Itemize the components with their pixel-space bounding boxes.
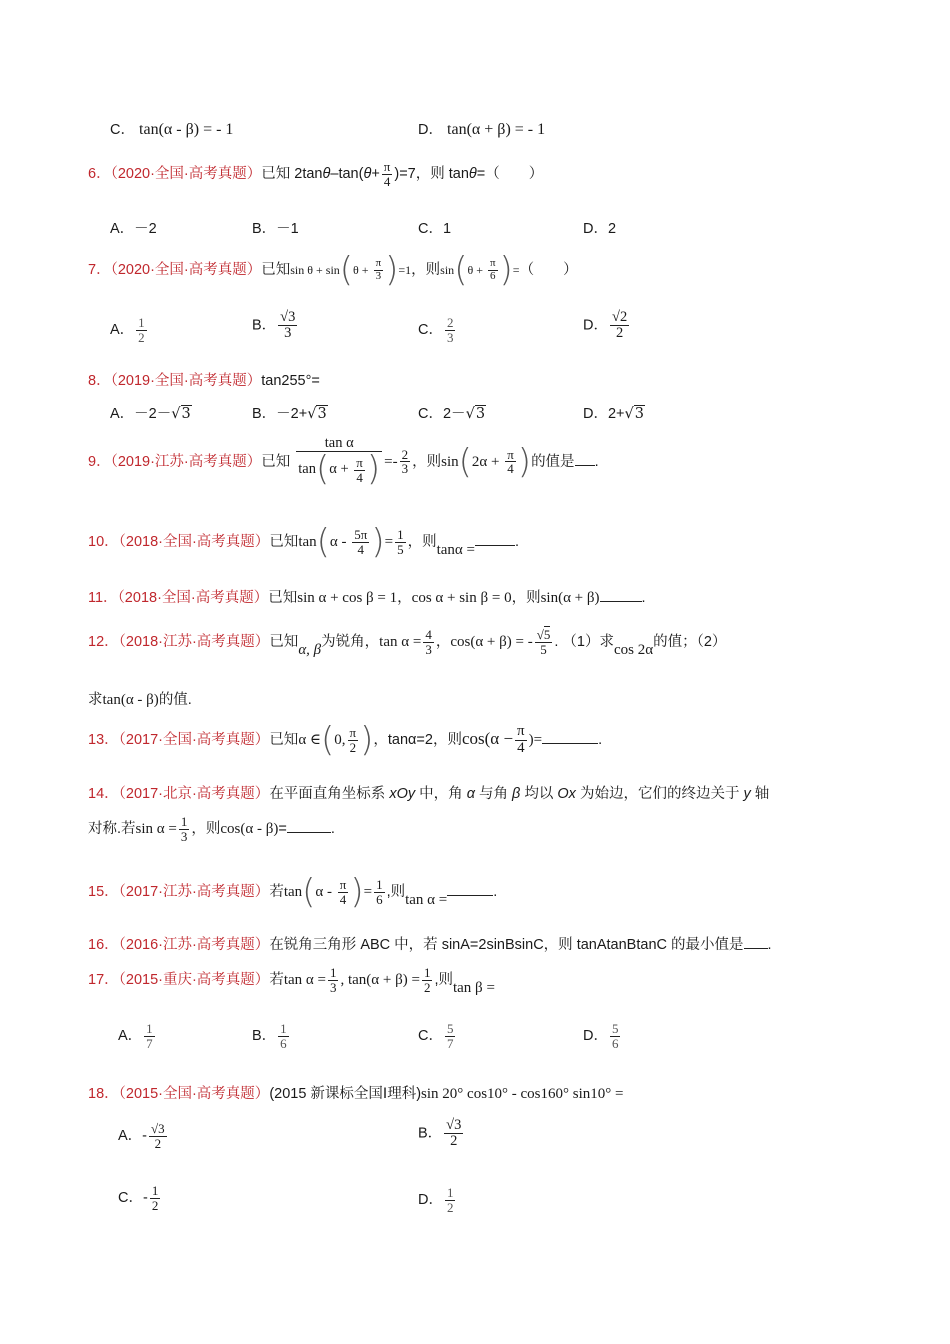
question-source: （2018·全国·高考真题）: [118, 533, 270, 550]
stem-text: ，则: [412, 453, 442, 470]
stem-text: 若: [269, 971, 284, 988]
q8-option-a[interactable]: A．－2－√3: [110, 406, 191, 422]
var: α: [466, 786, 475, 802]
question-14-line2: [88, 815, 335, 843]
option-label: C．: [110, 122, 135, 138]
math-expr: sin: [441, 453, 459, 470]
stem-text: )=7，则 tan: [394, 165, 469, 182]
answer-blank[interactable]: [447, 895, 493, 896]
math-expr: =: [363, 883, 373, 900]
option-d-prev: [418, 118, 545, 139]
stem-text: ，则: [191, 820, 221, 837]
answer-blank[interactable]: [600, 601, 642, 602]
q8-option-d[interactable]: D．2+√3: [583, 406, 645, 422]
fraction: $\frac{1}{5}$: [397, 526, 404, 557]
question-number: 18．: [88, 1086, 119, 1102]
paren: ): [360, 720, 374, 760]
stem-text: （ ）: [519, 261, 578, 278]
stem-text: .: [330, 820, 335, 837]
math-expr: =1: [398, 262, 412, 277]
stem-text: .: [598, 731, 603, 748]
var: θ: [322, 165, 331, 182]
math-expr: α ∈: [298, 731, 322, 748]
question-number: 16．: [88, 937, 119, 953]
math-expr: tan α =: [405, 891, 448, 908]
question-12: [88, 628, 726, 656]
q6-option-d[interactable]: D．2: [583, 221, 617, 237]
stem-text: 在锐角三角形 ABC 中，若 sinA=2sinBsinC，则 tanAtanBtanC 的最小值是: [269, 937, 744, 953]
stem-text: 求: [88, 692, 103, 708]
math-expr: tanα =: [436, 541, 475, 558]
math-expr: sin 20° cos10° - cos160° sin10° =: [421, 1086, 624, 1102]
math-expr: θ +: [353, 262, 372, 277]
stem-text: 的值；（2）: [653, 633, 727, 650]
stem-text: ，: [435, 633, 451, 650]
q17-option-d[interactable]: D． $\frac{5}{6}$: [583, 1021, 619, 1051]
math-expr: 0,: [334, 731, 346, 748]
stem-text: 已知: [269, 633, 299, 650]
question-12-line2: [88, 688, 192, 709]
paren: (: [316, 522, 330, 562]
option-label: D．: [418, 122, 443, 138]
math-expr: )=: [528, 731, 543, 748]
question-number: 12．: [88, 633, 119, 650]
question-16: [88, 933, 772, 954]
math-expr: tan β =: [452, 979, 495, 996]
question-number: 11．: [88, 590, 118, 606]
q17-option-c[interactable]: C． $\frac{5}{7}$: [418, 1021, 454, 1051]
paren: (: [302, 872, 316, 912]
option-expr: tan(α - β) = - 1: [139, 121, 234, 138]
math-expr: sin α + cos β = 1: [297, 590, 398, 606]
question-number: 8．: [88, 373, 111, 389]
question-source: （2020·全国·高考真题）: [110, 261, 262, 278]
math-expr: sin α =: [135, 820, 177, 837]
fraction: $\frac{2}{3}$: [401, 446, 409, 477]
stem-text: .: [493, 883, 498, 900]
fraction: $\frac{1}{3}$: [329, 965, 337, 995]
question-number: 9．: [88, 453, 111, 470]
question-source: （2018·江苏·高考真题）: [118, 633, 270, 650]
question-17: [88, 966, 495, 994]
stem-text: tan255°=: [261, 373, 320, 389]
question-number: 17．: [88, 971, 119, 988]
stem-text: 为锐角，: [321, 633, 380, 650]
q18-option-b[interactable]: B． $\frac{√3}{2}$: [418, 1117, 462, 1150]
q18-option-a[interactable]: A．- $\frac{√3}{2}$: [118, 1121, 165, 1151]
fraction: $\frac{\pi}{4}$: [517, 722, 525, 756]
paren: (: [339, 250, 354, 290]
stem-text: ,则: [386, 883, 406, 900]
math-expr: tan: [298, 533, 317, 550]
stem-text: ，则: [411, 261, 441, 278]
q8-option-c[interactable]: C．2－√3: [418, 406, 486, 422]
fraction: $\frac{1}{2}$: [423, 965, 431, 995]
stem-text: (2015 新课标全国Ⅰ理科): [269, 1086, 422, 1102]
q17-option-b[interactable]: B． $\frac{1}{6}$: [252, 1021, 287, 1051]
stem-text: 已知: [268, 590, 298, 606]
stem-text: ，: [397, 590, 412, 606]
question-source: （2020·全国·高考真题）: [110, 165, 262, 182]
question-14: [88, 782, 769, 803]
math-expr: =: [384, 533, 394, 550]
q6-option-a[interactable]: A．－2: [110, 221, 157, 237]
fraction: $\frac{5\pi}{4}$: [354, 526, 368, 557]
math-expr: =-: [384, 453, 398, 470]
math-expr: tan α =: [283, 971, 326, 988]
stem-text: 若: [269, 883, 284, 900]
question-source: （2016·江苏·高考真题）: [118, 937, 270, 953]
stem-text: .: [767, 937, 772, 953]
stem-text: 已知 2tan: [261, 165, 323, 182]
q7-option-b[interactable]: B． $\frac{√3}{3}$: [252, 309, 296, 342]
question-13: [88, 720, 602, 760]
question-source: （2017·江苏·高考真题）: [118, 883, 270, 900]
stem-text: 已知: [261, 453, 291, 470]
stem-text: ,则: [434, 971, 453, 988]
math-expr: α -: [329, 533, 351, 550]
fraction: $\frac{\pi}{4}$: [339, 876, 347, 907]
math-expr: tan(α - β): [102, 692, 159, 708]
option-expr: tan(α + β) = - 1: [447, 121, 546, 138]
question-9: [88, 436, 599, 488]
stem-text: 均以: [520, 786, 558, 802]
question-number: 7．: [88, 261, 111, 278]
question-number: 10．: [88, 533, 119, 550]
question-8: [88, 369, 320, 390]
math-expr: (α −: [484, 728, 514, 748]
stem-text: .: [594, 453, 599, 470]
fraction: $\frac{\pi}{4}$: [383, 159, 391, 189]
stem-text: 中，角: [415, 786, 467, 802]
fraction: $\frac{1}{3}$: [180, 814, 188, 844]
paren: (: [458, 441, 472, 482]
math-expr: sin(α + β): [540, 590, 600, 606]
stem-text: ，tanα=2，则: [373, 731, 462, 748]
math-expr: , tan(α + β) =: [340, 971, 420, 988]
question-source: （2019·全国·高考真题）: [110, 373, 262, 389]
q6-option-b[interactable]: B．－1: [252, 221, 299, 237]
question-10: [88, 522, 519, 562]
fraction: tan α tan(α + $\frac{\pi}{4}$ ): [298, 435, 381, 490]
stem-text: 在平面直角坐标系: [269, 786, 390, 802]
math-expr: =: [512, 262, 520, 277]
fraction: $\frac{\pi}{4}$: [507, 446, 514, 477]
stem-text: =: [278, 820, 287, 837]
option-c-prev: [110, 118, 233, 139]
stem-text: –tan(: [330, 165, 364, 182]
answer-blank[interactable]: [287, 832, 331, 833]
q7-option-c[interactable]: C． $\frac{2}{3}$: [418, 315, 454, 345]
stem-text: 已知: [269, 533, 299, 550]
stem-text: 轴: [750, 786, 770, 802]
math-expr: α -: [315, 883, 336, 900]
math-expr: 2α +: [471, 453, 504, 470]
answer-blank[interactable]: [475, 545, 515, 546]
var: θ: [363, 165, 372, 182]
question-11: [88, 586, 646, 607]
question-6: [88, 160, 543, 188]
q7-option-a[interactable]: A． $\frac{1}{2}$: [110, 315, 145, 345]
stem-text: 对称.若: [88, 820, 136, 837]
stem-text: 为始边，它们的终边关于: [575, 786, 744, 802]
var: β: [512, 786, 521, 802]
paren: ): [385, 250, 399, 290]
stem-text: . （1）求: [554, 633, 614, 650]
paren: (: [454, 250, 468, 290]
q18-option-d[interactable]: D． $\frac{1}{2}$: [418, 1185, 454, 1215]
math-expr: tan α =: [379, 633, 422, 650]
question-source: （2015·重庆·高考真题）: [118, 971, 270, 988]
var: xOy: [389, 786, 416, 802]
paren: ): [350, 872, 364, 912]
var: Ox: [557, 786, 576, 802]
math-expr: sin θ + sin: [290, 262, 340, 277]
stem-text: ，则: [407, 533, 437, 550]
math-expr: α, β: [298, 641, 322, 658]
stem-text: 已知: [261, 261, 291, 278]
fraction: $\frac{\pi}{2}$: [349, 724, 357, 755]
fraction: $\frac{√5}{5}$: [536, 627, 551, 657]
answer-blank[interactable]: [575, 465, 595, 466]
stem-text: =（ ）: [476, 165, 544, 182]
math-expr: cos: [461, 728, 485, 748]
paren: (: [321, 720, 335, 760]
paren: ): [517, 441, 532, 482]
q8-option-b[interactable]: B．－2+√3: [252, 406, 327, 422]
stem-text: +: [371, 165, 380, 182]
math-expr: cos(α + β) = -: [450, 633, 533, 650]
stem-text: 的值是: [531, 453, 575, 470]
question-source: （2015·全国·高考真题）: [118, 1086, 270, 1102]
q6-option-c[interactable]: C．1: [418, 221, 452, 237]
question-number: 13．: [88, 731, 119, 748]
fraction: $\frac{\pi}{3}$: [375, 256, 382, 282]
question-7: [88, 250, 578, 290]
var: y: [743, 786, 751, 802]
question-source: （2019·江苏·高考真题）: [110, 453, 262, 470]
stem-text: ，则: [511, 590, 541, 606]
stem-text: .: [514, 533, 520, 550]
math-expr: cos(α - β): [220, 820, 279, 837]
question-number: 15．: [88, 883, 119, 900]
math-expr: sin: [440, 262, 455, 277]
q17-option-a[interactable]: A． $\frac{1}{7}$: [118, 1021, 153, 1051]
fraction: $\frac{4}{3}$: [425, 627, 432, 657]
stem-text: 已知: [269, 731, 299, 748]
q18-option-c[interactable]: C．- $\frac{1}{2}$: [118, 1183, 159, 1213]
question-number: 6．: [88, 165, 111, 182]
stem-text: 的值.: [158, 692, 192, 708]
question-18: [88, 1082, 623, 1103]
fraction: $\frac{1}{6}$: [376, 876, 383, 907]
answer-blank[interactable]: [744, 948, 768, 949]
answer-blank[interactable]: [542, 743, 598, 744]
paren: ): [371, 522, 385, 562]
question-number: 14．: [88, 786, 119, 802]
fraction: $\frac{\pi}{6}$: [489, 256, 496, 282]
question-source: （2018·全国·高考真题）: [117, 590, 269, 606]
question-15: [88, 872, 497, 912]
math-expr: cos α + sin β = 0: [411, 590, 512, 606]
question-source: （2017·全国·高考真题）: [118, 731, 270, 748]
math-expr: tan: [283, 883, 303, 900]
question-source: （2017·北京·高考真题）: [118, 786, 270, 802]
var: θ: [468, 165, 477, 182]
stem-text: .: [641, 590, 646, 606]
stem-text: 与角: [474, 786, 513, 802]
math-expr: θ +: [467, 262, 486, 277]
math-expr: cos 2α: [613, 641, 654, 658]
paren: ): [499, 250, 513, 290]
q7-option-d[interactable]: D． $\frac{√2}{2}$: [583, 309, 628, 342]
